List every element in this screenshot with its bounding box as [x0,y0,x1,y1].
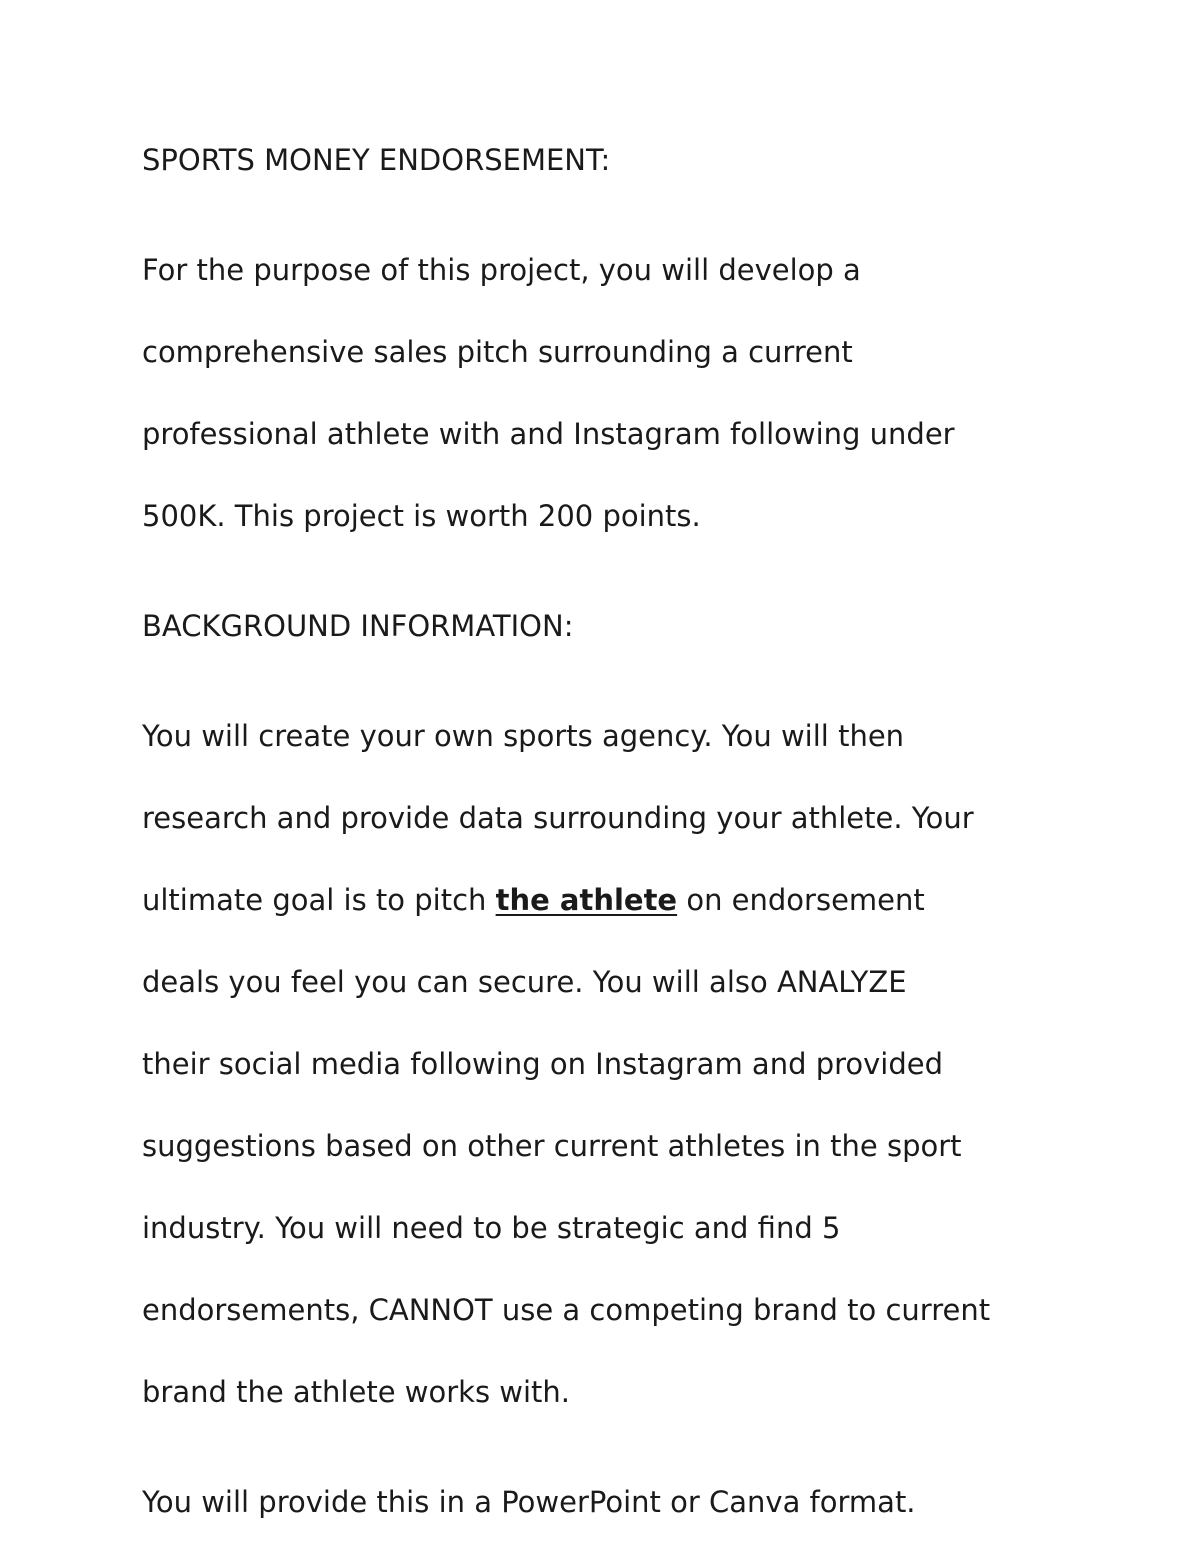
text-line: endorsements, CANNOT use a competing brand to current [142,1293,991,1327]
paragraph-project-purpose [142,209,1102,578]
paragraph-background [142,675,1102,1454]
text-line: their social media following on Instagram and provided [142,1047,944,1081]
text-line-with-emphasis [142,880,1102,921]
heading-background-information: BACKGROUND INFORMATION: [142,609,574,643]
text-line: For the purpose of this project, you will develop a [142,253,861,287]
text-line: 500K. This project is worth 200 points. [142,499,701,533]
text-segment: ultimate goal is to pitch [142,883,496,917]
text-line: research and provide data surrounding your athlete. Your [142,801,974,835]
text-line: You will create your own sports agency. You will then [142,719,905,753]
text-line: suggestions based on other current athletes in the sport [142,1129,962,1163]
text-line: brand the athlete works with. [142,1375,571,1409]
text-line: industry. You will need to be strategic and find 5 [142,1211,841,1245]
text-line: professional athlete with and Instagram following under [142,417,955,451]
text-segment: on endorsement [677,883,925,917]
text-line: deals you feel you can secure. You will also ANALYZE [142,965,907,999]
paragraph-format: You will provide this in a PowerPoint or Canva format. [142,1485,916,1519]
emphasized-text-the-athlete: the athlete [495,883,678,917]
document-body [142,140,1102,1551]
heading-sports-money-endorsement: SPORTS MONEY ENDORSEMENT: [142,143,611,177]
text-line: comprehensive sales pitch surrounding a current [142,335,853,369]
